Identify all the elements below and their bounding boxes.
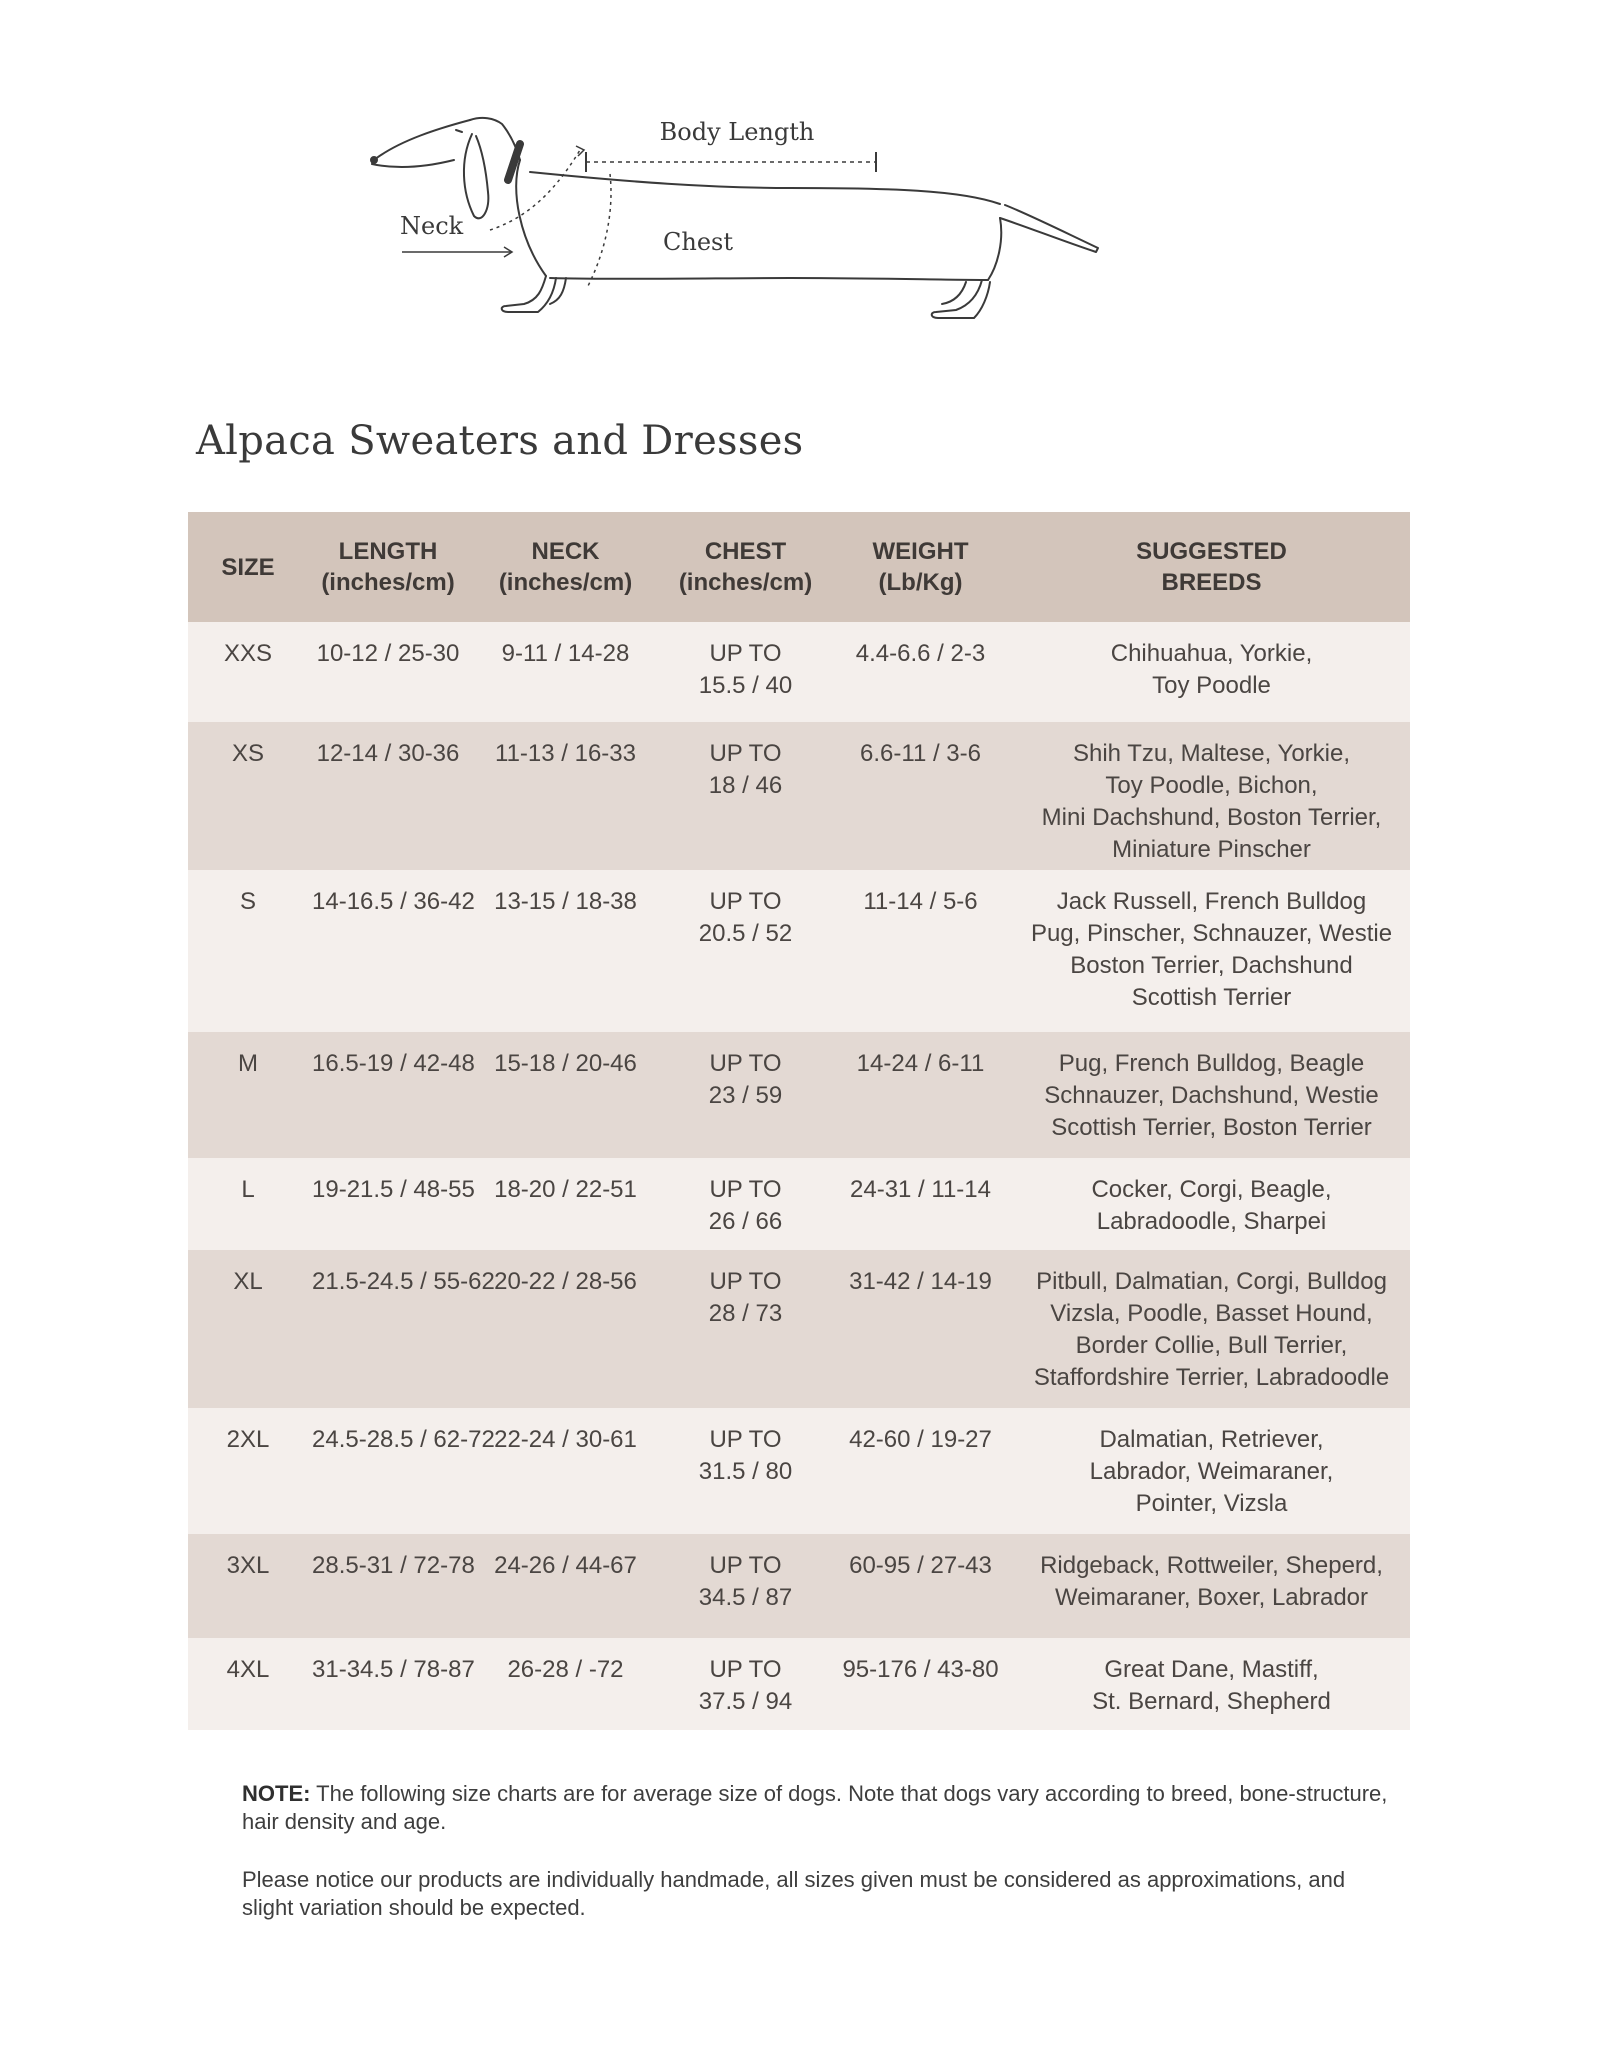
chest-cell: UP TO 26 / 66 bbox=[708, 1176, 783, 1235]
neck-cell: 18-20 / 22-51 bbox=[494, 1176, 637, 1203]
weight-cell: 11-14 / 5-6 bbox=[863, 888, 978, 915]
dog-ear bbox=[464, 134, 488, 218]
breeds-cell: Cocker, Corgi, Beagle, Labradoodle, Sharpei bbox=[1091, 1176, 1332, 1235]
weight-cell: 14-24 / 6-11 bbox=[856, 1050, 985, 1077]
neck-cell: 26-28 / -72 bbox=[507, 1656, 624, 1683]
chest-cell: UP TO 20.5 / 52 bbox=[698, 888, 793, 947]
table-row bbox=[188, 1032, 1410, 1158]
dachshund-illustration bbox=[370, 100, 1130, 330]
table-row bbox=[188, 722, 1410, 870]
breeds-cell: Dalmatian, Retriever, Labrador, Weimaraner, Pointer, Vizsla bbox=[1089, 1426, 1334, 1517]
size-cell: M bbox=[238, 1050, 258, 1077]
neck-cell: 13-15 / 18-38 bbox=[494, 888, 637, 915]
dog-tail bbox=[1000, 205, 1098, 252]
breeds-cell: Pug, French Bulldog, Beagle Schnauzer, Dachshund, Westie Scottish Terrier, Boston Terrier bbox=[1044, 1050, 1379, 1141]
size-cell: XXS bbox=[223, 640, 273, 667]
weight-cell: 95-176 / 43-80 bbox=[842, 1656, 999, 1683]
length-cell: 24.5-28.5 / 62-72 bbox=[312, 1426, 495, 1453]
chest-cell: UP TO 31.5 / 80 bbox=[698, 1426, 793, 1485]
dog-back-outline bbox=[530, 172, 1000, 204]
size-cell: XL bbox=[233, 1268, 263, 1295]
breeds-cell: Great Dane, Mastiff, St. Bernard, Shepherd bbox=[1092, 1656, 1331, 1715]
chest-cell: UP TO 37.5 / 94 bbox=[698, 1656, 793, 1715]
size-cell: XS bbox=[231, 740, 264, 767]
chest-measure-line bbox=[588, 174, 611, 286]
weight-cell: 6.6-11 / 3-6 bbox=[860, 740, 981, 767]
neck-measure-line bbox=[490, 150, 580, 230]
weight-cell: 24-31 / 11-14 bbox=[850, 1176, 991, 1203]
dog-chest-outline bbox=[516, 160, 546, 276]
length-cell: 16.5-19 / 42-48 bbox=[312, 1050, 475, 1077]
neck-cell: 20-22 / 28-56 bbox=[494, 1268, 637, 1295]
header-weight: WEIGHT (Lb/Kg) bbox=[872, 538, 969, 596]
length-cell: 28.5-31 / 72-78 bbox=[312, 1552, 475, 1579]
note-label: NOTE: bbox=[242, 1781, 311, 1806]
chest-cell: UP TO 28 / 73 bbox=[708, 1268, 783, 1327]
length-cell: 21.5-24.5 / 55-62 bbox=[312, 1268, 495, 1295]
weight-cell: 42-60 / 19-27 bbox=[849, 1426, 992, 1453]
collar-icon bbox=[508, 144, 520, 180]
neck-cell: 22-24 / 30-61 bbox=[494, 1426, 637, 1453]
dog-hind-leg bbox=[932, 280, 990, 318]
size-cell: 4XL bbox=[226, 1656, 270, 1683]
header-neck: NECK (inches/cm) bbox=[498, 538, 633, 596]
table-header-row bbox=[188, 512, 1410, 622]
dog-belly-outline bbox=[550, 278, 988, 280]
dog-hind-leg-back bbox=[942, 282, 966, 304]
size-chart-table bbox=[188, 512, 1410, 1730]
dog-muzzle bbox=[372, 120, 470, 167]
neck-measure-arrow bbox=[576, 146, 584, 156]
length-cell: 31-34.5 / 78-87 bbox=[312, 1656, 475, 1683]
neck-cell: 24-26 / 44-67 bbox=[494, 1552, 637, 1579]
length-cell: 10-12 / 25-30 bbox=[316, 640, 460, 667]
length-cell: 19-21.5 / 48-55 bbox=[312, 1176, 475, 1203]
length-cell: 14-16.5 / 36-42 bbox=[312, 888, 475, 915]
header-length: LENGTH (inches/cm) bbox=[321, 538, 455, 596]
chest-label: Chest bbox=[663, 228, 733, 256]
table-row bbox=[188, 1250, 1410, 1408]
header-size: SIZE bbox=[221, 553, 275, 581]
chest-cell: UP TO 23 / 59 bbox=[708, 1050, 783, 1109]
breeds-cell: Shih Tzu, Maltese, Yorkie, Toy Poodle, Bichon, Mini Dachshund, Boston Terrier, Miniature Pinscher bbox=[1041, 740, 1382, 863]
dog-eye bbox=[456, 130, 462, 132]
chest-cell: UP TO 18 / 46 bbox=[708, 740, 783, 799]
chest-cell: UP TO 15.5 / 40 bbox=[698, 640, 793, 699]
neck-label: Neck bbox=[400, 212, 464, 240]
note-text: The following size charts are for average size of dogs. Note that dogs vary according to breed, bone-structure, hair density and age. bbox=[242, 1781, 1388, 1834]
neck-cell: 9-11 / 14-28 bbox=[501, 640, 630, 667]
note-paragraph bbox=[242, 1780, 1392, 1836]
weight-cell: 31-42 / 14-19 bbox=[849, 1268, 992, 1295]
breeds-cell: Jack Russell, French Bulldog Pug, Pinscher, Schnauzer, Westie Boston Terrier, Dachshund Scottish Terrier bbox=[1030, 888, 1393, 1011]
chest-cell: UP TO 34.5 / 87 bbox=[698, 1552, 793, 1611]
dog-rear-outline bbox=[988, 218, 1001, 280]
handmade-paragraph: Please notice our products are individually handmade, all sizes given must be considered as approximations, and slight variation should be expected. bbox=[242, 1867, 1346, 1920]
page-title: Alpaca Sweaters and Dresses bbox=[196, 418, 804, 464]
dog-nose bbox=[371, 157, 377, 163]
table-row bbox=[188, 1638, 1410, 1730]
notes-section bbox=[242, 1780, 1392, 1952]
neck-cell: 15-18 / 20-46 bbox=[494, 1050, 637, 1077]
breeds-cell: Chihuahua, Yorkie, Toy Poodle bbox=[1110, 640, 1313, 699]
breeds-cell: Ridgeback, Rottweiler, Sheperd, Weimaraner, Boxer, Labrador bbox=[1040, 1552, 1383, 1611]
size-cell: 2XL bbox=[226, 1426, 270, 1453]
dog-front-leg bbox=[502, 276, 556, 312]
length-cell: 12-14 / 30-36 bbox=[316, 740, 460, 767]
table-row bbox=[188, 622, 1410, 722]
neck-cell: 11-13 / 16-33 bbox=[495, 740, 636, 767]
table-row bbox=[188, 1158, 1410, 1250]
size-cell: 3XL bbox=[226, 1552, 270, 1579]
weight-cell: 60-95 / 27-43 bbox=[849, 1552, 992, 1579]
header-chest: CHEST (inches/cm) bbox=[678, 538, 813, 596]
size-cell: L bbox=[241, 1176, 255, 1203]
table-row bbox=[188, 1534, 1410, 1638]
body-length-label: Body Length bbox=[659, 118, 815, 146]
weight-cell: 4.4-6.6 / 2-3 bbox=[855, 640, 986, 667]
size-cell: S bbox=[239, 888, 256, 915]
table-row bbox=[188, 870, 1410, 1032]
breeds-cell: Pitbull, Dalmatian, Corgi, Bulldog Vizsla, Poodle, Basset Hound, Border Collie, Bull Terrier, Staffordshire Terrier, Labradoodle bbox=[1033, 1268, 1390, 1391]
dog-measurement-diagram bbox=[370, 100, 1130, 330]
table-row bbox=[188, 1408, 1410, 1534]
header-breeds: SUGGESTED BREEDS bbox=[1136, 538, 1287, 596]
